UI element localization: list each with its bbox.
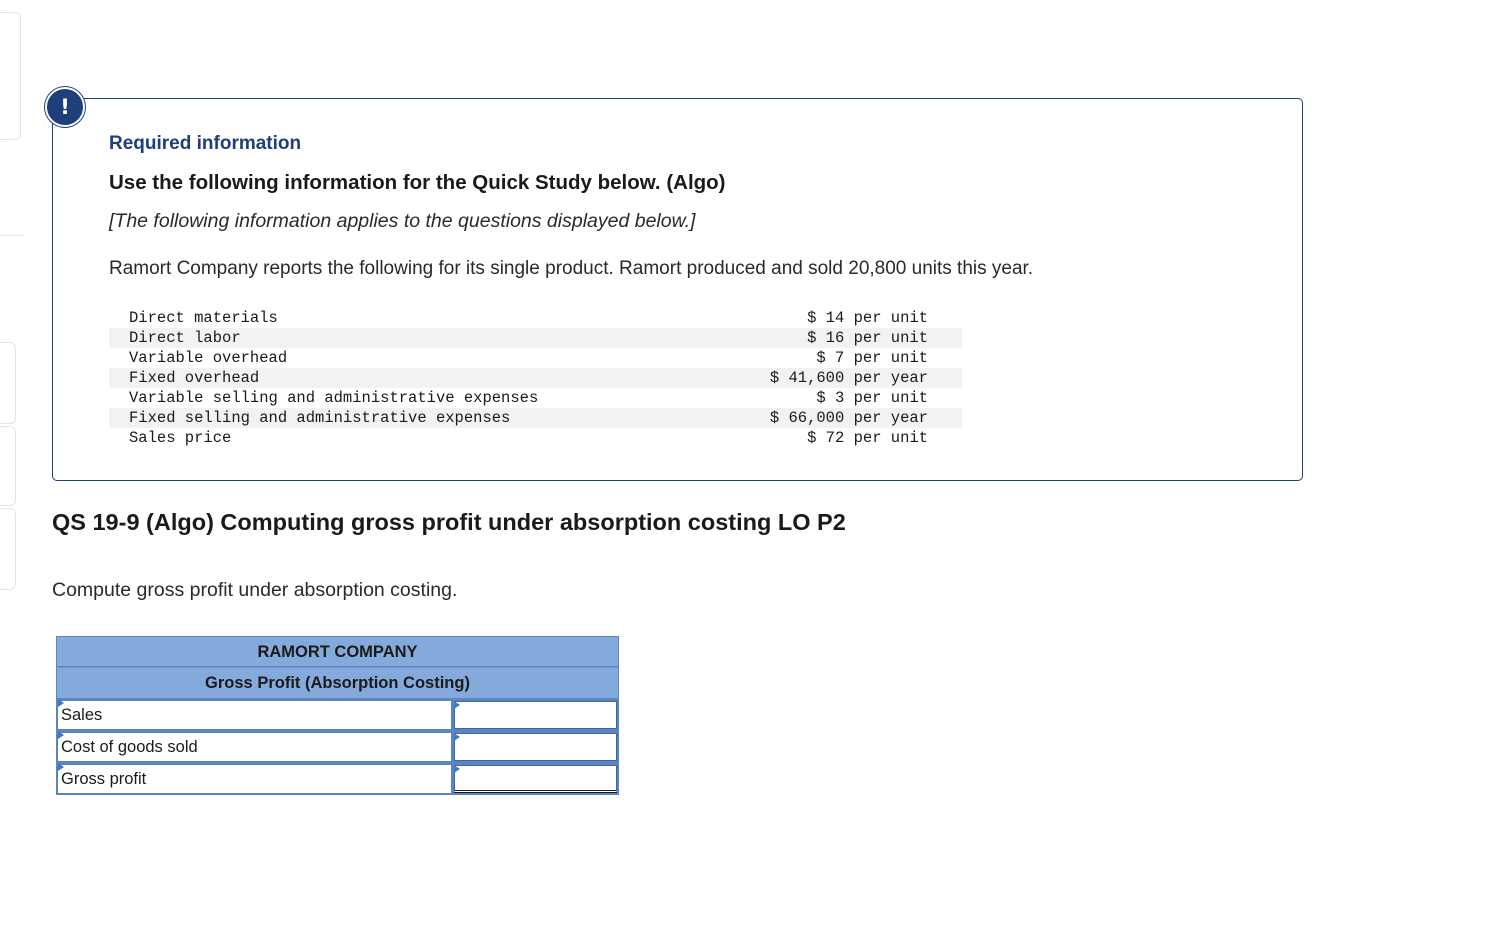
input-flag-icon xyxy=(454,701,460,709)
info-heading: Use the following information for the Quick Study below. (Algo) xyxy=(109,171,726,194)
cost-row xyxy=(109,388,962,408)
cost-label: Fixed selling and administrative expenses xyxy=(129,409,511,427)
input-flag-icon xyxy=(454,733,460,741)
cost-row xyxy=(109,428,962,448)
cost-value: $ 66,000 per year xyxy=(769,409,928,427)
cost-row xyxy=(109,368,962,388)
question-instruction: Compute gross profit under absorption costing. xyxy=(52,579,458,601)
table-row-cogs xyxy=(56,731,619,763)
cost-label: Variable selling and administrative expenses xyxy=(129,389,539,407)
gross-profit-amount-cell xyxy=(454,765,617,793)
cost-row xyxy=(109,408,962,428)
side-panel-fragment xyxy=(0,508,16,590)
cost-label: Sales price xyxy=(129,429,232,447)
side-panel-fragment xyxy=(0,12,21,140)
cost-value: $ 72 per unit xyxy=(807,429,928,447)
gross-profit-amount-input[interactable] xyxy=(455,766,616,790)
sales-amount-input[interactable] xyxy=(455,702,616,728)
row-label: Cost of goods sold xyxy=(61,738,198,756)
intro-text: Ramort Company reports the following for its single product. Ramort produced and sold 20,800 units this year. xyxy=(109,258,1034,279)
cost-data-table xyxy=(109,308,962,448)
input-flag-icon xyxy=(454,765,460,773)
cost-row xyxy=(109,308,962,328)
side-panel-fragment xyxy=(0,426,16,506)
cost-value: $ 16 per unit xyxy=(807,329,928,347)
side-panel-fragment xyxy=(0,342,16,424)
question-title: QS 19-9 (Algo) Computing gross profit under absorption costing LO P2 xyxy=(52,509,846,535)
cogs-amount-input[interactable] xyxy=(455,734,616,760)
alert-icon: ! xyxy=(45,87,85,127)
gross-profit-table xyxy=(56,636,619,795)
cost-value: $ 3 per unit xyxy=(816,389,928,407)
cost-label: Direct materials xyxy=(129,309,278,327)
side-divider xyxy=(0,235,24,236)
table-row-sales xyxy=(56,699,619,731)
sales-amount-cell xyxy=(454,701,617,729)
table-company-header: RAMORT COMPANY xyxy=(56,636,619,667)
dropdown-flag-icon xyxy=(58,731,64,739)
cogs-amount-cell xyxy=(454,733,617,761)
cost-value: $ 7 per unit xyxy=(816,349,928,367)
dropdown-flag-icon xyxy=(58,763,64,771)
applies-note: [The following information applies to the questions displayed below.] xyxy=(109,210,696,232)
cost-label: Fixed overhead xyxy=(129,369,260,387)
row-label-cell[interactable] xyxy=(58,701,451,729)
cost-value: $ 41,600 per year xyxy=(769,369,928,387)
row-label: Sales xyxy=(61,706,103,724)
table-row-gross-profit xyxy=(56,763,619,795)
cost-row xyxy=(109,328,962,348)
cost-value: $ 14 per unit xyxy=(807,309,928,327)
cost-row xyxy=(109,348,962,368)
required-info-label: Required information xyxy=(109,133,302,154)
dropdown-flag-icon xyxy=(58,699,64,707)
cost-label: Direct labor xyxy=(129,329,241,347)
row-label-cell[interactable] xyxy=(58,733,451,761)
row-label-cell[interactable] xyxy=(58,765,451,793)
row-label: Gross profit xyxy=(61,770,147,788)
cost-label: Variable overhead xyxy=(129,349,288,367)
table-statement-header: Gross Profit (Absorption Costing) xyxy=(56,667,619,699)
required-info-panel xyxy=(52,98,1303,481)
